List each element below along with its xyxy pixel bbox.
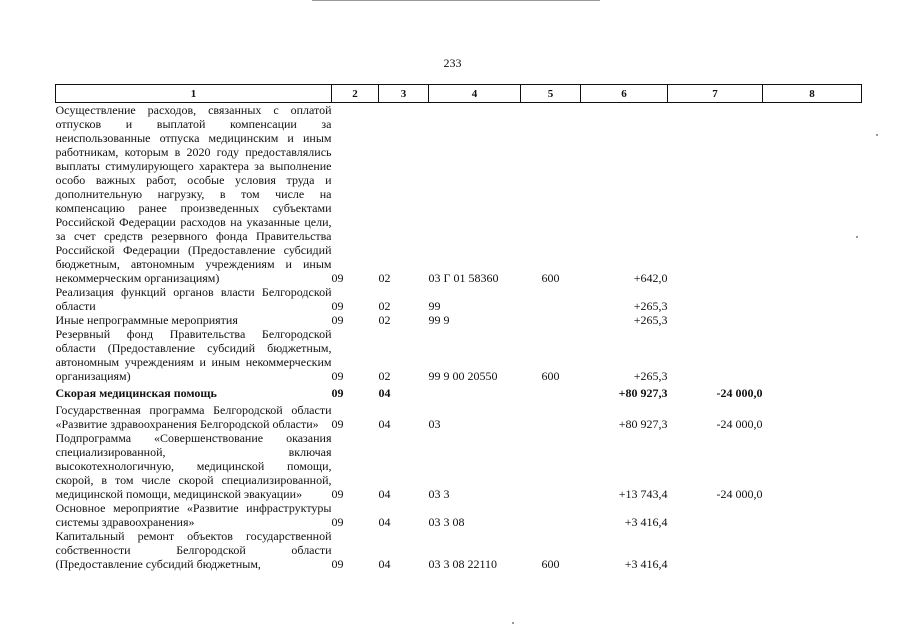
row-cell-c6: +3 416,4: [624, 557, 668, 571]
page-number: 233: [443, 56, 462, 70]
row-cell-c4: 99 9: [428, 313, 450, 327]
row-cell-c3: 04: [378, 417, 391, 431]
table-row: [56, 327, 862, 383]
row-cell-c6: +13 743,4: [618, 487, 668, 501]
column-header: 4: [429, 85, 521, 103]
row-cell-c7: -24 000,0: [716, 417, 763, 431]
row-cell-c3: 04: [378, 386, 391, 400]
table-row: [56, 285, 862, 313]
header-row: [56, 85, 862, 103]
row-cell-c2: 09: [331, 487, 344, 501]
row-cell-c8: [763, 103, 862, 286]
row-description: Иные непрограммные мероприятия: [55, 313, 238, 327]
row-cell-c6: +642,0: [633, 271, 668, 285]
row-description: Подпрограмма «Совершенствование оказания специализированной, включая высокотехнологичную, медицинской помощи, скорой, в том числе скорой специализированной, медицинской помощи, медицинской эвакуации»: [55, 431, 332, 501]
row-cell-c5: 600: [541, 271, 560, 285]
row-cell-c4: 03 3 08 22110: [428, 557, 498, 571]
row-cell-c7: [668, 501, 763, 529]
row-cell-c4: 03 Г 01 58360: [428, 271, 499, 285]
row-cell-c4: 03 3 08: [428, 515, 465, 529]
row-cell-c3: 02: [378, 299, 391, 313]
row-cell-c5: [521, 383, 581, 403]
row-cell-c4: [429, 383, 521, 403]
column-header: 8: [763, 85, 862, 103]
row-cell-c4: 03 3: [428, 487, 450, 501]
row-cell-c7: [668, 103, 763, 286]
row-cell-c7: [668, 285, 763, 313]
row-cell-c6: +3 416,4: [624, 515, 668, 529]
row-cell-c5: [521, 501, 581, 529]
column-header: 6: [581, 85, 668, 103]
row-cell-c5: 600: [541, 369, 560, 383]
row-description: Реализация функций органов власти Белгородской области: [55, 285, 332, 313]
column-header: 7: [668, 85, 763, 103]
row-cell-c2: 09: [331, 515, 344, 529]
row-cell-c3: 02: [378, 271, 391, 285]
scan-speck: [512, 622, 514, 624]
row-cell-c8: [763, 501, 862, 529]
row-cell-c8: [763, 403, 862, 431]
row-cell-c2: 09: [331, 386, 344, 400]
table-row: [56, 403, 862, 431]
row-cell-c2: 09: [331, 417, 344, 431]
row-description: Государственная программа Белгородской области «Развитие здравоохранения Белгородской области»: [55, 403, 332, 431]
row-cell-c7: [668, 327, 763, 383]
table-row: [56, 529, 862, 571]
row-cell-c8: [763, 313, 862, 327]
row-cell-c8: [763, 383, 862, 403]
row-description: Основное мероприятие «Развитие инфраструктуры системы здравоохранения»: [55, 501, 332, 529]
row-cell-c6: +265,3: [633, 369, 668, 383]
row-cell-c2: 09: [331, 313, 344, 327]
row-cell-c2: 09: [331, 271, 344, 285]
row-cell-c5: [521, 403, 581, 431]
row-cell-c6: +265,3: [633, 313, 668, 327]
row-cell-c8: [763, 327, 862, 383]
table-row: [56, 313, 862, 327]
row-cell-c5: [521, 313, 581, 327]
row-cell-c7: [668, 529, 763, 571]
row-cell-c3: 02: [378, 369, 391, 383]
column-header: 5: [521, 85, 581, 103]
row-cell-c5: 600: [541, 557, 560, 571]
table-body: [56, 103, 862, 572]
row-cell-c6: +80 927,3: [618, 386, 668, 400]
table-row: [56, 103, 862, 286]
row-cell-c2: 09: [331, 369, 344, 383]
row-description: Резервный фонд Правительства Белгородской области (Предоставление субсидий бюджетным, автономным учреждениям и иным некоммерческим организациям): [55, 327, 332, 383]
table-row: [56, 383, 862, 403]
row-cell-c7: -24 000,0: [716, 487, 763, 501]
row-description: Осуществление расходов, связанных с оплатой отпусков и выплатой компенсации за неиспользованные отпуска медицинским и иным работникам, которым в 2020 году предоставлялись выплаты стимулирующего характера за выполнение особо важных работ, особые условия труда и дополнительную нагрузку, в том числе на компенсацию ранее произведенных субъектами Российской Федерации расходов на указанные цели, за счет средств резервного фонда Правительства Российской Федерации (Предоставление субсидий бюджетным, автономным учреждениям и иным некоммерческим организациям): [55, 103, 332, 285]
row-cell-c7: [668, 313, 763, 327]
row-cell-c3: 04: [378, 515, 391, 529]
column-header: 3: [379, 85, 429, 103]
row-cell-c3: 04: [378, 487, 391, 501]
table-row: [56, 501, 862, 529]
row-cell-c6: +265,3: [633, 299, 668, 313]
row-cell-c2: 09: [331, 557, 344, 571]
row-cell-c4: 99: [428, 299, 441, 313]
row-cell-c4: 03: [428, 417, 441, 431]
row-cell-c8: [763, 431, 862, 501]
page-top-line: [312, 0, 600, 1]
row-description: Скорая медицинская помощь: [55, 386, 217, 400]
budget-table: [55, 84, 862, 571]
row-description: Капитальный ремонт объектов государственной собственности Белгородской области (Предоставление субсидий бюджетным,: [55, 529, 332, 571]
row-cell-c7: -24 000,0: [716, 386, 763, 400]
column-header: 1: [56, 85, 332, 103]
row-cell-c8: [763, 529, 862, 571]
row-cell-c3: 02: [378, 313, 391, 327]
row-cell-c6: +80 927,3: [618, 417, 668, 431]
table-row: [56, 431, 862, 501]
row-cell-c3: 04: [378, 557, 391, 571]
scan-speck: [876, 134, 878, 136]
column-header: 2: [332, 85, 379, 103]
row-cell-c5: [521, 431, 581, 501]
row-cell-c4: 99 9 00 20550: [428, 369, 498, 383]
row-cell-c2: 09: [331, 299, 344, 313]
row-cell-c5: [521, 285, 581, 313]
row-cell-c8: [763, 285, 862, 313]
